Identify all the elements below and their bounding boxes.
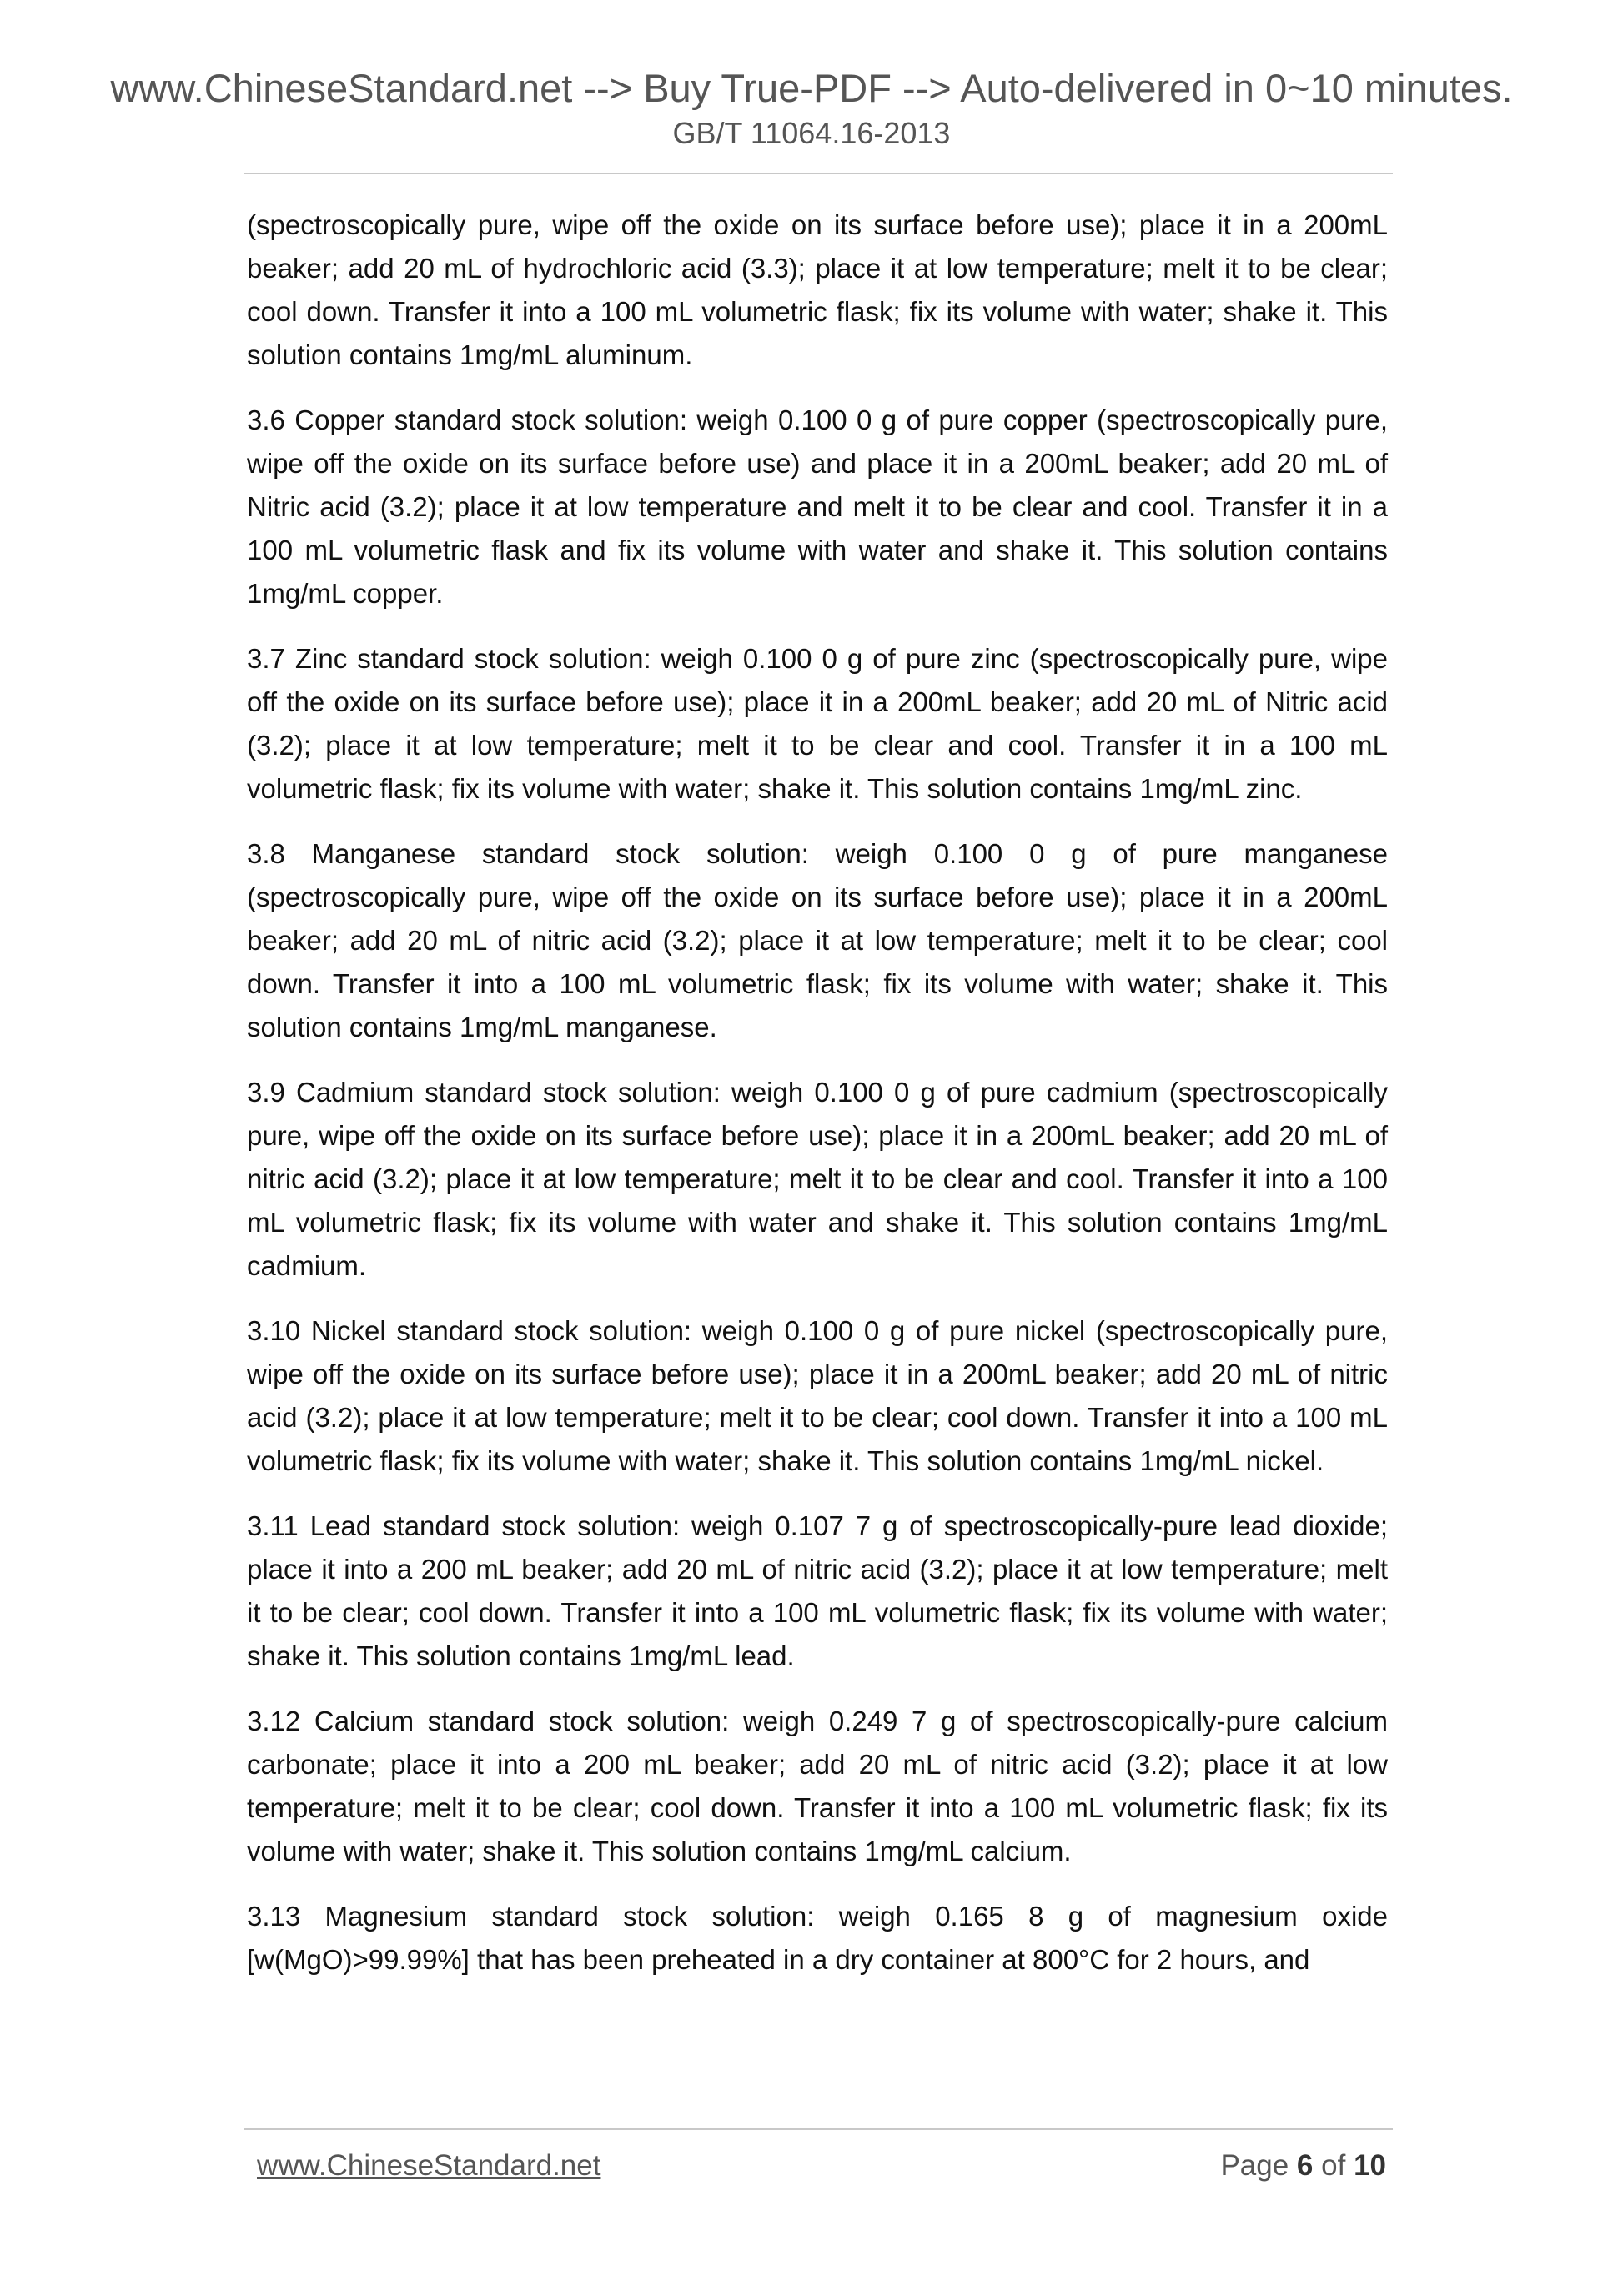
header-banner-link[interactable]: www.ChineseStandard.net --> Buy True-PDF --> Auto-delivered in 0~10 minutes.: [110, 66, 1513, 110]
paragraph-3-11-lead: 3.11 Lead standard stock solution: weigh 0.107 7 g of spectroscopically-pure lead dioxide; place it into a 200 mL beaker; add 20 mL of nitric acid (3.2); place it at low temperature; melt it to be clear; cool down. Transfer it into a 100 mL volumetric flask; fix its volume with water; shake it. This solution contains 1mg/mL lead.: [247, 1510, 1388, 1671]
footer-divider: [244, 2128, 1393, 2130]
paragraph-3-7-zinc: 3.7 Zinc standard stock solution: weigh 0.100 0 g of pure zinc (spectroscopically pure, wipe off the oxide on its surface before use); place it in a 200mL beaker; add 20 mL of Nitric acid (3.2); place it at low temperature; melt it to be clear and cool. Transfer it in a 100 mL volumetric flask; fix its volume with water; shake it. This solution contains 1mg/mL zinc.: [247, 643, 1388, 804]
paragraph-3-8-manganese: 3.8 Manganese standard stock solution: weigh 0.100 0 g of pure manganese (spectroscopically pure, wipe off the oxide on its surface before use); place it in a 200mL beaker; add 20 mL of nitric acid (3.2); place it at low temperature; melt it to be clear; cool down. Transfer it into a 100 mL volumetric flask; fix its volume with water; shake it. This solution contains 1mg/mL manganese.: [247, 838, 1388, 1042]
document-body: [247, 203, 1388, 2003]
page-indicator: [1220, 2147, 1386, 2185]
footer-website-link[interactable]: www.ChineseStandard.net: [257, 2149, 601, 2182]
header-divider: [244, 173, 1393, 174]
page-current-number: 6: [1296, 2149, 1314, 2182]
paragraph-3-12-calcium: 3.12 Calcium standard stock solution: weigh 0.249 7 g of spectroscopically-pure calcium carbonate; place it into a 200 mL beaker; add 20 mL of nitric acid (3.2); place it at low temperature; melt it to be clear; cool down. Transfer it into a 100 mL volumetric flask; fix its volume with water; shake it. This solution contains 1mg/mL calcium.: [247, 1706, 1388, 1866]
page-total-number: 10: [1354, 2149, 1386, 2182]
paragraph-3-6-copper: 3.6 Copper standard stock solution: weigh 0.100 0 g of pure copper (spectroscopically pure, wipe off the oxide on its surface before use) and place it in a 200mL beaker; add 20 mL of Nitric acid (3.2); place it at low temperature and melt it to be clear and cool. Transfer it in a 100 mL volumetric flask and fix its volume with water and shake it. This solution contains 1mg/mL copper.: [247, 404, 1388, 609]
paragraph-3-5-continued: (spectroscopically pure, wipe off the oxide on its surface before use); place it in a 200mL beaker; add 20 mL of hydrochloric acid (3.3); place it at low temperature; melt it to be clear; cool down. Transfer it into a 100 mL volumetric flask; fix its volume with water; shake it. This solution contains 1mg/mL aluminum.: [247, 209, 1388, 370]
paragraph-3-10-nickel: 3.10 Nickel standard stock solution: weigh 0.100 0 g of pure nickel (spectroscopically pure, wipe off the oxide on its surface before use); place it in a 200mL beaker; add 20 mL of nitric acid (3.2); place it at low temperature; melt it to be clear; cool down. Transfer it into a 100 mL volumetric flask; fix its volume with water; shake it. This solution contains 1mg/mL nickel.: [247, 1315, 1388, 1476]
paragraph-3-9-cadmium: 3.9 Cadmium standard stock solution: weigh 0.100 0 g of pure cadmium (spectroscopically pure, wipe off the oxide on its surface before use); place it in a 200mL beaker; add 20 mL of nitric acid (3.2); place it at low temperature; melt it to be clear and cool. Transfer it into a 100 mL volumetric flask; fix its volume with water and shake it. This solution contains 1mg/mL cadmium.: [247, 1077, 1388, 1281]
paragraph-3-13-magnesium: 3.13 Magnesium standard stock solution: weigh 0.165 8 g of magnesium oxide [w(MgO)>99.99%] that has been preheated in a dry container at 800°C for 2 hours, and: [247, 1901, 1388, 1975]
page-of-label: of: [1321, 2149, 1346, 2182]
page-label: Page: [1220, 2149, 1289, 2182]
standard-code: GB/T 11064.16-2013: [672, 116, 951, 150]
